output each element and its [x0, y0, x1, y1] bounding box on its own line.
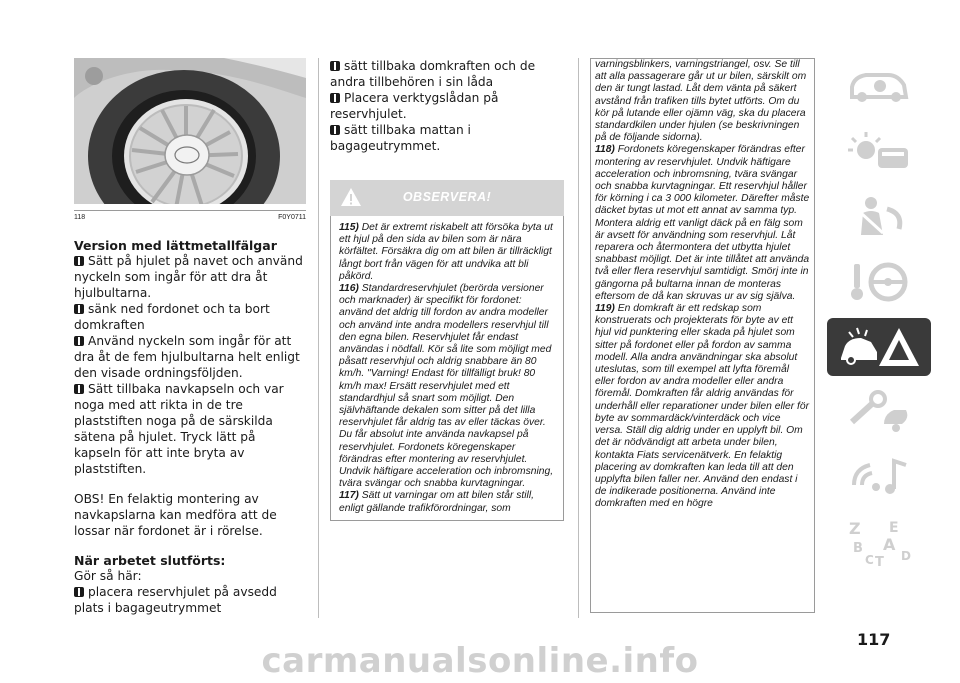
- note-117-continuation: varningsblinkers, varningstriangel, osv. Se till att alla passagerare går ut ur bilen, särskilt om den är tungt lastad. Låt dem vänta på säkert avstånd från trafiken tills bytet utförts. Om du kör på lutande eller ojämn väg, ska du placera standardkilen under hjulen (se beskrivningen på de följande sidorna).: [595, 59, 807, 144]
- tab-safety[interactable]: [827, 188, 931, 246]
- steering-key-icon: [844, 260, 914, 304]
- note-118: 118) Fordonets köregenskaper förändras efter montering av reservhjulet. Undvik häftigare acceleration och inbromsning, tvära svängar och snabba kurvtagningar. Ett reservhjul håller för körning i ca 3 000 kilometer. Därefter måste däcket bytas ut mot ett annat av samma typ. Montera aldrig ett vanligt däck på en fälg som är avsett för användning som reservhjul. Låt reparera och återmontera det utbytta hjulet snabbast möjligt. Det är inte tillåtet att använda två eller flera reservhjul samtidigt. Smörj inte in gängorna på bultarna innan de monteras eftersom de då kan skruvas ur av sig själva.: [595, 144, 810, 302]
- step-item: Sätt tillbaka navkapseln och var noga med att rikta in de tre plaststiften noga på de särskilda sätena på hjulet. Tryck lätt på kapseln för att inte bryta av plaststiften.: [74, 382, 284, 476]
- step-item: Använd nyckeln som ingår för att dra åt de fem hjulbultarna helt enligt den visade ordningsföljden.: [74, 334, 300, 380]
- tab-multimedia[interactable]: [827, 448, 931, 506]
- tab-car-info[interactable]: [827, 58, 931, 116]
- wheel-photo: [74, 58, 306, 204]
- tab-emergency[interactable]: [827, 318, 931, 376]
- section-heading-when-done: När arbetet slutförts:: [74, 553, 226, 568]
- index-letter: Z: [849, 519, 861, 538]
- step-bullet-icon: [74, 384, 84, 394]
- dashboard-lights-icon: [844, 130, 914, 174]
- car-info-icon: [844, 67, 914, 107]
- step-item: sätt tillbaka mattan i bagageutrymmet.: [330, 123, 471, 153]
- step-item: placera reservhjulet på avsedd plats i bagageutrymmet: [74, 585, 277, 615]
- index-letter: D: [901, 549, 911, 563]
- index-letter: T: [875, 555, 884, 568]
- section-heading-alloy-wheels: Version med lättmetallfälgar: [74, 238, 277, 253]
- chapter-tabs: [827, 58, 931, 578]
- emergency-warning-triangle-icon: [837, 324, 921, 370]
- tab-index[interactable]: [827, 513, 931, 571]
- step-bullet-icon: [330, 93, 340, 103]
- maintenance-tools-icon: [844, 390, 914, 434]
- multimedia-icon: [844, 455, 914, 499]
- page-number: 117: [857, 630, 891, 649]
- observera-header: [330, 180, 564, 216]
- tab-dashboard-lights[interactable]: [827, 123, 931, 181]
- index-letter: B: [853, 541, 863, 556]
- alphabetical-index-icon: [839, 516, 919, 568]
- column-divider: [578, 58, 579, 618]
- tab-starting-driving[interactable]: [827, 253, 931, 311]
- watermark: carmanualsonline.info: [261, 641, 699, 681]
- seatbelt-airbag-icon: [849, 195, 909, 239]
- step-bullet-icon: [74, 304, 84, 314]
- figure-number: 118: [74, 214, 86, 221]
- note-115: 115) Det är extremt riskabelt att försöka byta ut ett hjul på den sida av bilen som är nära körfältet. Försäkra dig om att bilen är tillräckligt långt bort från vägen för att undvika att bli påkörd.: [339, 222, 553, 282]
- column-3: [590, 58, 815, 613]
- warning-continuation-box: [590, 58, 815, 613]
- step-item: sätt tillbaka domkraften och de andra tillbehören i sin låda: [330, 59, 536, 89]
- column-1: [74, 58, 306, 616]
- tab-maintenance[interactable]: [827, 383, 931, 441]
- note-117: 117) Sätt ut varningar om att bilen står still, enligt gällande trafikförordningar, som: [339, 490, 534, 514]
- obs-paragraph: OBS! En felaktig montering av navkapslarna kan medföra att de lossar när fordonet är i rörelse.: [74, 492, 277, 538]
- column-2: [330, 58, 564, 521]
- intro-text: Gör så här:: [74, 569, 142, 583]
- column-divider: [318, 58, 319, 618]
- note-119: 119) En domkraft är ett redskap som konstruerats och projekterats för byte av ett hjul vid punktering eller skada på hjulet som sitter på fordonet eller på fordon av samma modell. Alla andra användningar ska absolut uteslutas, som till exempel att lyfta föremål eller fordon av andra modeller eller andra föremål. Domkraften får aldrig användas för underhåll eller reparationer under bilen eller för byte av sommardäck/vinterdäck och vice versa. Ställ dig aldrig under en upplyft bil. Om det är nödvändigt att arbeta under bilen, kontakta Fiats servicenätverk. En felaktig placering av domkraften kan leda till att den upplyfta bilen faller ner. Använd den endast i de indikerade positionerna. Använd inte domkraften med en högre: [595, 303, 810, 510]
- step-bullet-icon: [74, 336, 84, 346]
- note-116: 116) Standardreservhjulet (berörda versioner och marknader) är specifikt för fordonet: använd det aldrig till fordon av andra modeller och använd inte andra modellers reservhjul till den egna bilen. Reservhjulet får endast användas i nödfall. Kör så lite som möjligt med påsatt reservhjul och aldrig snabbare än 80 km/h. "Varning! Endast för tillfälligt bruk! 80 km/h max! Ersätt reservhjulet med ett standardhjul så snart som möjligt. Den självhäftande dekalen som sitter på det lilla reservhjulet får aldrig tas av eller täckas över. Du får absolut inte använda navkapsel på reservhjulet. Fordonets köregenskaper förändras efter montering av reservhjulet. Undvik häftigare acceleration och inbromsning, tvära svängar och snabba kurvtagningar.: [339, 283, 554, 490]
- figure-caption: [74, 210, 306, 224]
- step-item: Placera verktygslådan på reservhjulet.: [330, 91, 499, 121]
- index-letter: E: [889, 520, 899, 536]
- index-letter: A: [883, 535, 896, 554]
- step-bullet-icon: [330, 125, 340, 135]
- step-item: sänk ned fordonet och ta bort domkraften: [74, 302, 270, 332]
- observera-body: [330, 216, 564, 521]
- index-letter: C: [865, 553, 874, 567]
- wheel-illustration: [74, 58, 306, 204]
- step-item: Sätt på hjulet på navet och använd nyckeln som ingår för att dra åt hjulbultarna.: [74, 254, 303, 300]
- step-bullet-icon: [74, 256, 84, 266]
- observera-title: OBSERVERA!: [402, 190, 492, 204]
- figure-code: F0Y0711: [278, 214, 306, 221]
- step-bullet-icon: [74, 587, 84, 597]
- step-bullet-icon: [330, 61, 340, 71]
